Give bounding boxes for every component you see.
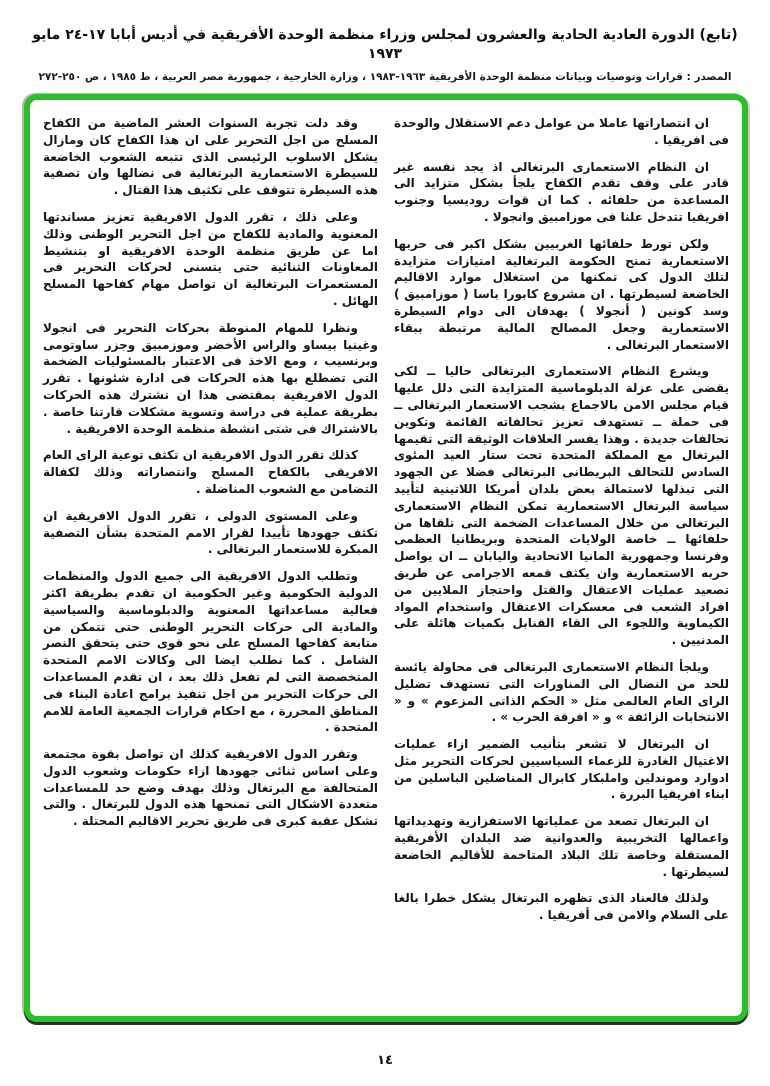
page-number: ١٤ — [377, 1053, 393, 1068]
paragraph: ويلجأ النظام الاستعمارى البرتغالى فى محاولة يائسة للحد من النضال الى المناورات التى تستهدف تضليل الراى العام العالمى مثل « الحكم الذاتى المزعوم » و « الانتخابات الزائفة » و « افرقة الحرب » . — [394, 659, 729, 725]
paragraph: وتطلب الدول الافريقية الى جميع الدول والمنظمات الدولية الحكومية وغير الحكومية ان تقدم بطريقة اكثر فعالية مساعداتها المعنوية والدبلوماسية والسياسية والمادية الى حركات التحرير الوطنى حتى تتمكن من متابعة كفاحها المسلح على نحو قوى حتى يتحقق النصر الشامل . كما نطلب ايضا الى وكالات الامم المتحدة المتخصصة التى لم تفعل ذلك بعد ، ان تقدم المساعدات الى حركات التحرير من اجل تنفيذ برامج اعادة البناء فى المناطق المحررة ، مع احكام قرارات الجمعية العامة للامم المتحدة . — [43, 569, 378, 735]
text-column-left — [43, 115, 378, 1008]
paragraph: ونظرا للمهام المنوطة بحركات التحرير فى انجولا وغينيا بيساو والراس الأخضر وموزمبيق وجزر ساوتومى وبرنسيب ، ومع الاخذ فى الاعتبار بالمسئوليات الضخمة التى تضطلع بها هذه الحركات فى ادارة شئونها . تقرر الدول الافريقية بمقتضى هذا ان تشترك هذه الحركات بطريقة عملية فى دراسة وتسوية مشكلات قارتنا خاصة . بالاشتراك فى شتى انشطة منظمة الوحدة الافريقية . — [43, 320, 378, 436]
paragraph: ان البرتغال تصعد من عملياتها الاستفزازية وتهديداتها واعمالها التخريبية والعدوانية ضد البلدان الأفريقية المستقلة وخاصة تلك البلاد المتاخمة للأقاليم الخاضعة لسيطرتها . — [394, 814, 729, 879]
paragraph: ولكن تورط حلفائها الغربيين بشكل اكبر فى حربها الاستعمارية تمنح الحكومة البرتغالية امتيازات متزايدة لتلك الدول كى تمكنها من استغلال موارد الاقاليم الخاضعة لسيطرتها . ان مشروع كابورا باسا ( موزامبيق ) وسد كونين ( أنجولا ) يهدفان الى دوام السيطرة الاستعمارية وجعل المصالح المالية مرتبطة ببقاء الاستعمار البرتغالى . — [394, 236, 729, 352]
paragraph: ويشرع النظام الاستعمارى البرتغالى حاليا ــ لكى يقضى على عزلة الدبلوماسية المتزايدة التى دلل عليها قيام مجلس الامن بالاجماع بشجب الاستعمار البرتغالى ــ فى حملة ــ تستهدف تعزيز تحالفاته القائمة وتكوين تحالفات جديدة . وهذا يفسر العلاقات الوثيقة التى تقيمها البرتغال مع المملكة المتحدة تحت ستار العيد المئوى السادس للتحالف البريطانى البرتغالى فضلا عن الجهود التى تبذلها لاستمالة بعض بلدان أمريكا اللاتينية لتأييد سياسة البرتغال الاستعمارية تمكن النظام الاستعمارى البرتغالى من خلال المساعدات الضخمة التى تلقاها من حلفائها ــ خاصة الولايات المتحدة وبريطانيا العظمى وفرنسا وجمهورية المانيا الاتحادية واليابان ــ ان يواصل حربه الاستعمارية وان يكثف قمعه الاجرامى عن طريق تصعيد عمليات الاعتقال والقتل واحتجاز الملايين من افراد الشعب فى معسكرات الاعتقال واستخدام المواد الكيماوية واللجوء الى القاء القنابل بكميات هائلة على المدنيين . — [394, 364, 729, 648]
paragraph: كذلك تقرر الدول الافريقية ان تكثف توعية الراى العام الافريقى بالكفاح المسلح وانتصاراته وذلك لكفالة التضامن مع الشعوب المناضلة . — [43, 448, 378, 496]
paragraph: ان النظام الاستعمارى البرتغالى اذ يجد نفسه غير قادر على وقف تقدم الكفاح يلجأ بشكل متزايد الى المساعدة من حلفائه . كما ان قوات روديسيا وجنوب افريقيا تتدخل علنا فى موزامبيق وانجولا . — [394, 159, 729, 224]
paragraph: وعلى ذلك ، تقرر الدول الافريقية تعزيز مساندتها المعنوية والمادية للكفاح من اجل التحرير الوطنى وذلك اما عن طريق منظمة الوحدة الافريقية او بتنشيط المعاونات الثنائية حتى يتسنى لحركات التحرير فى المستعمرات البرتغالية ان تواصل مهام كفاحها المسلح الهائل . — [43, 209, 378, 308]
text-column-right — [394, 115, 729, 1008]
document-title: (تابع) الدورة العادية الحادية والعشرون لمجلس وزراء منظمة الوحدة الأفريقية في أديس أبابا ١٧-٢٤ مايو ١٩٧٣ — [32, 27, 738, 62]
paragraph: وتقرر الدول الافريقية كذلك ان تواصل بقوة مجتمعة وعلى اساس ثنائى جهودها ازاء حكومات وشعوب الدول المتحالفة مع البرتغال وذلك بهدف وضع حد للمساعدات متعددة الاشكال التى تمنحها هذه الدول للبرتغال . والتى تشكل عقبة كبرى فى طريق تحرير الاقاليم المحتلة . — [43, 747, 378, 829]
paragraph: ان البرتغال لا تشعر بتأنيب الضمير ازاء عمليات الاغتيال الغادرة للزعماء السياسيين لحركات التحرير مثل ادوارد وموندلين واملبكار كابرال المناضلين الباسلين من ابناء افريقيا البررة . — [394, 737, 729, 802]
source-citation: المصدر : قرارات وتوصيات وبيانات منظمة الوحدة الأفريقية ١٩٦٣-١٩٨٣ ، وزارة الخارجية ، جمهورية مصر العربية ، ط ١٩٨٥ ، ص ٢٥٠-٢٧٢ — [38, 70, 732, 83]
paragraph: وقد دلت تجربة السنوات العشر الماضية من الكفاح المسلح من اجل التحرير على ان هذا الكفاح كان ومازال يشكل الاسلوب الرئيسى الذى تتبعه الشعوب الخاضعة للسيطرة الاستعمارية البرتغالية فى نضالها وان تصفية هذه السيطرة تتوقف على تكثيف هذا القتال . — [43, 116, 378, 198]
highlight-frame — [24, 94, 748, 1022]
paragraph: وعلى المستوى الدولى ، تقرر الدول الافريقية ان تكثف جهودها تأييدا لقرار الامم المتحدة بشأن التصفية المبكرة للاستعمار البرتغالى . — [43, 508, 378, 557]
paragraph: ولذلك فالعناد الذى تظهره البرتغال يشكل خطرا بالغا على السلام والامن فى أفريقيا . — [394, 891, 729, 923]
paragraph: ان انتصاراتها عاملا من عوامل دعم الاستقلال والوحدة فى افريقيا . — [394, 116, 729, 147]
page-header — [0, 0, 770, 83]
